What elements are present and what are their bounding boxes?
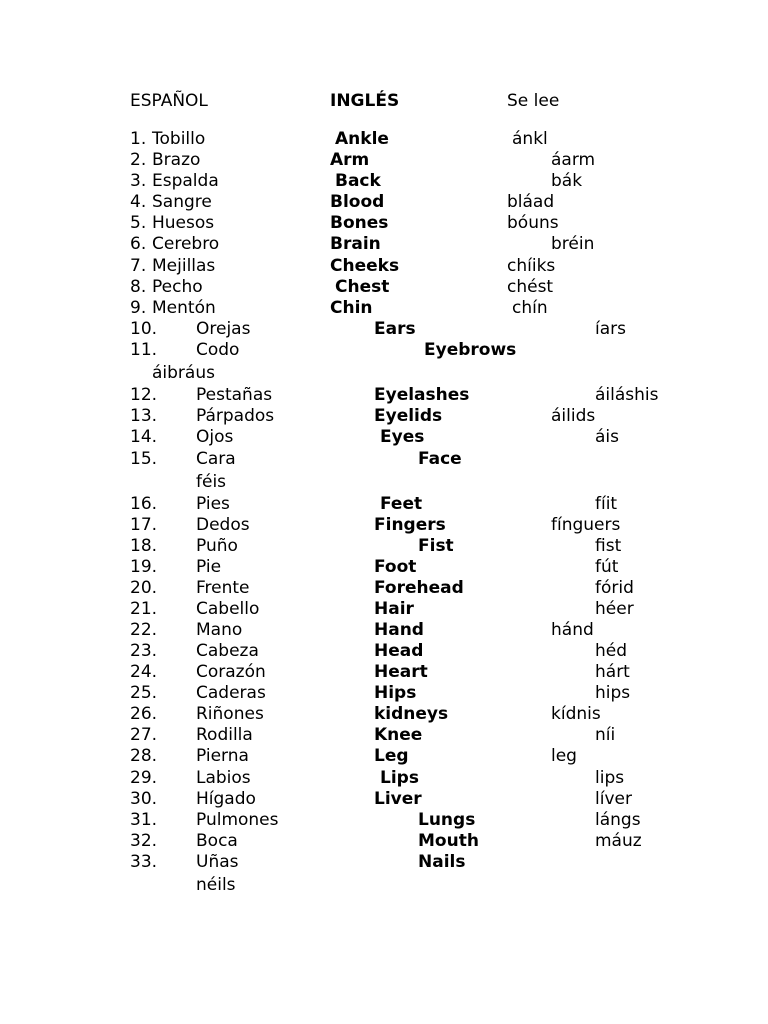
pronunciation: héer <box>595 599 634 619</box>
english-word: Leg <box>374 746 409 766</box>
pronunciation: bóuns <box>507 213 559 233</box>
pronunciation: hánd <box>551 620 594 640</box>
spanish-word: Brazo <box>152 150 201 170</box>
row-number: 27. <box>130 725 158 745</box>
row-number: 18. <box>130 536 158 556</box>
pronunciation: máuz <box>595 831 642 851</box>
row-number: 17. <box>130 515 158 535</box>
spanish-word: Boca <box>196 831 238 851</box>
spanish-word: Mentón <box>152 298 216 318</box>
header-english: INGLÉS <box>330 91 400 111</box>
english-word: Head <box>374 641 424 661</box>
english-word: Forehead <box>374 578 464 598</box>
pronunciation: bák <box>551 171 583 191</box>
spanish-word: Cara <box>196 449 236 469</box>
english-word: Eyelids <box>374 406 443 426</box>
spanish-word: Cerebro <box>152 234 220 254</box>
english-word: Eyelashes <box>374 385 470 405</box>
spanish-word: Espalda <box>152 171 219 191</box>
pronunciation: lángs <box>595 810 641 830</box>
pronunciation: áiláshis <box>595 385 659 405</box>
english-word: Fist <box>418 536 454 556</box>
pronunciation: áarm <box>551 150 596 170</box>
row-number: 7. <box>130 256 147 276</box>
pronunciation: néils <box>196 875 236 895</box>
row-number: 22. <box>130 620 158 640</box>
row-number: 11. <box>130 340 158 360</box>
spanish-word: Pulmones <box>196 810 279 830</box>
spanish-word: Caderas <box>196 683 266 703</box>
row-number: 26. <box>130 704 158 724</box>
row-number: 24. <box>130 662 158 682</box>
pronunciation: níi <box>595 725 616 745</box>
spanish-word: Codo <box>196 340 240 360</box>
pronunciation: bréin <box>551 234 595 254</box>
pronunciation: hárt <box>595 662 630 682</box>
pronunciation: bláad <box>507 192 555 212</box>
pronunciation: áis <box>595 427 619 447</box>
english-word: Brain <box>330 234 381 254</box>
pronunciation: fíit <box>595 494 618 514</box>
spanish-word: Riñones <box>196 704 264 724</box>
spanish-word: Tobillo <box>152 129 206 149</box>
row-number: 2. <box>130 150 147 170</box>
pronunciation: fínguers <box>551 515 621 535</box>
spanish-word: Rodilla <box>196 725 253 745</box>
row-number: 21. <box>130 599 158 619</box>
pronunciation: hips <box>595 683 631 703</box>
english-word: kidneys <box>374 704 449 724</box>
english-word: Foot <box>374 557 417 577</box>
english-word: Bones <box>330 213 389 233</box>
english-word: Lungs <box>418 810 476 830</box>
pronunciation: héd <box>595 641 628 661</box>
spanish-word: Mejillas <box>152 256 216 276</box>
pronunciation: áilids <box>551 406 596 426</box>
pronunciation: lips <box>595 768 625 788</box>
spanish-word: Corazón <box>196 662 266 682</box>
pronunciation: ánkl <box>512 129 548 149</box>
spanish-word: Pie <box>196 557 222 577</box>
english-word: Liver <box>374 789 422 809</box>
header-pronunciation: Se lee <box>507 91 560 111</box>
spanish-word: Ojos <box>196 427 234 447</box>
spanish-word: Uñas <box>196 852 239 872</box>
english-word: Fingers <box>374 515 446 535</box>
pronunciation: chín <box>512 298 548 318</box>
row-number: 10. <box>130 319 158 339</box>
english-word: Knee <box>374 725 423 745</box>
spanish-word: Frente <box>196 578 250 598</box>
english-word: Ears <box>374 319 416 339</box>
pronunciation: chést <box>507 277 554 297</box>
spanish-word: Sangre <box>152 192 212 212</box>
spanish-word: Párpados <box>196 406 275 426</box>
row-number: 31. <box>130 810 158 830</box>
pronunciation: áibráus <box>152 363 215 383</box>
spanish-word: Pierna <box>196 746 249 766</box>
row-number: 15. <box>130 449 158 469</box>
row-number: 32. <box>130 831 158 851</box>
english-word: Eyes <box>380 427 425 447</box>
pronunciation: íars <box>595 319 626 339</box>
english-word: Blood <box>330 192 385 212</box>
pronunciation: chíiks <box>507 256 556 276</box>
english-word: Chest <box>335 277 390 297</box>
english-word: Chin <box>330 298 373 318</box>
english-word: Feet <box>380 494 423 514</box>
row-number: 23. <box>130 641 158 661</box>
english-word: Hips <box>374 683 417 703</box>
row-number: 20. <box>130 578 158 598</box>
row-number: 14. <box>130 427 158 447</box>
english-word: Nails <box>418 852 466 872</box>
header-spanish: ESPAÑOL <box>130 91 208 111</box>
pronunciation: líver <box>595 789 632 809</box>
english-word: Hair <box>374 599 414 619</box>
spanish-word: Orejas <box>196 319 251 339</box>
row-number: 1. <box>130 129 147 149</box>
english-word: Eyebrows <box>424 340 517 360</box>
spanish-word: Pecho <box>152 277 203 297</box>
spanish-word: Hígado <box>196 789 256 809</box>
row-number: 12. <box>130 385 158 405</box>
row-number: 4. <box>130 192 147 212</box>
english-word: Hand <box>374 620 424 640</box>
english-word: Lips <box>380 768 419 788</box>
english-word: Heart <box>374 662 428 682</box>
pronunciation: fist <box>595 536 622 556</box>
pronunciation: féis <box>196 472 227 492</box>
spanish-word: Pies <box>196 494 230 514</box>
row-number: 19. <box>130 557 158 577</box>
spanish-word: Pestañas <box>196 385 273 405</box>
row-number: 6. <box>130 234 147 254</box>
row-number: 16. <box>130 494 158 514</box>
english-word: Face <box>418 449 462 469</box>
row-number: 33. <box>130 852 158 872</box>
pronunciation: leg <box>551 746 577 766</box>
row-number: 5. <box>130 213 147 233</box>
row-number: 3. <box>130 171 147 191</box>
spanish-word: Puño <box>196 536 238 556</box>
spanish-word: Mano <box>196 620 243 640</box>
row-number: 13. <box>130 406 158 426</box>
english-word: Cheeks <box>330 256 400 276</box>
english-word: Ankle <box>335 129 389 149</box>
row-number: 30. <box>130 789 158 809</box>
pronunciation: fút <box>595 557 619 577</box>
row-number: 28. <box>130 746 158 766</box>
row-number: 25. <box>130 683 158 703</box>
english-word: Mouth <box>418 831 479 851</box>
row-number: 29. <box>130 768 158 788</box>
spanish-word: Cabeza <box>196 641 259 661</box>
row-number: 9. <box>130 298 147 318</box>
spanish-word: Dedos <box>196 515 250 535</box>
spanish-word: Huesos <box>152 213 215 233</box>
spanish-word: Cabello <box>196 599 260 619</box>
english-word: Arm <box>330 150 370 170</box>
pronunciation: kídnis <box>551 704 601 724</box>
english-word: Back <box>335 171 381 191</box>
row-number: 8. <box>130 277 147 297</box>
pronunciation: fórid <box>595 578 634 598</box>
spanish-word: Labios <box>196 768 251 788</box>
